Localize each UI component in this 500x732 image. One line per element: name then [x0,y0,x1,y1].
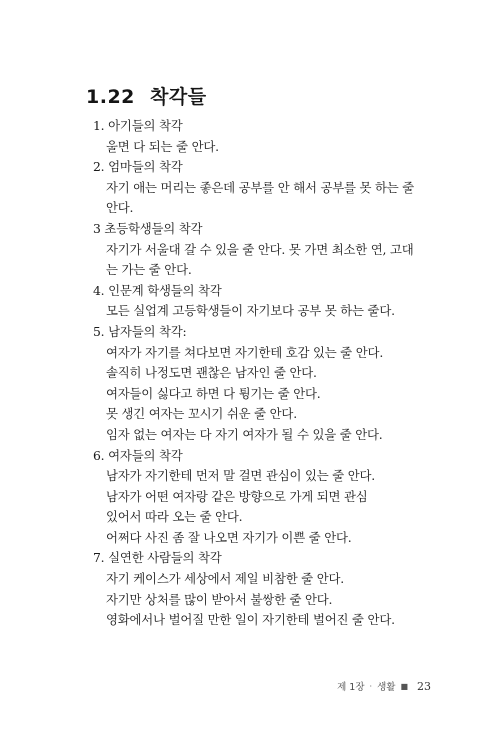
footer-chapter: 제 1장 [337,682,365,693]
list-item-text: 솔직히 나정도면 괜찮은 남자인 줄 안다. [106,365,317,381]
list-item-text: 여자들이 싫다고 하면 다 튕기는 줄 안다. [106,385,321,401]
page-footer [337,679,431,693]
list-item-text: 는 가는 줄 안다. [106,262,192,278]
section-title: 착각들 [150,86,207,108]
list-item-heading: 2. 엄마들의 착각 [93,159,183,175]
list-item-text: 남자가 자기한테 먼저 말 걸면 관심이 있는 줄 안다. [106,468,376,484]
list-item-text: 모든 실업계 고등학생들이 자기보다 공부 못 하는 줄다. [106,303,395,319]
footer-marker-icon: ■ [400,681,408,691]
list-item-heading: 1. 아기들의 착각 [93,118,183,133]
list-item-heading: 4. 인문계 학생들의 착각 [93,282,222,298]
list-item-text: 울면 다 되는 줄 안다. [106,138,219,154]
list-item-text: 자기만 상처를 많이 받아서 불쌍한 줄 안다. [106,591,333,607]
list-content [93,116,433,631]
list-item-heading: 5. 남자들의 착각: [93,323,187,339]
list-item-text: 자기 애는 머리는 좋은데 공부를 안 해서 공부를 못 하는 줄 [106,179,415,195]
list-item-text: 영화에서나 벌어질 만한 일이 자기한테 벌어진 줄 안다. [106,612,395,628]
footer-separator: · [369,681,373,691]
list-item-heading: 6. 여자들의 착각 [93,447,183,463]
section-heading [86,82,207,109]
list-item-text: 남자가 어떤 여자랑 같은 방향으로 가게 되면 관심 [106,488,368,504]
list-item-text: 있어서 따라 오는 줄 안다. [106,509,243,525]
footer-topic: 생활 [377,682,396,693]
list-item-text: 자기 케이스가 세상에서 제일 비참한 줄 안다. [106,571,345,587]
list-item-text: 임자 없는 여자는 다 자기 여자가 될 수 있을 줄 안다. [106,426,383,442]
page-number: 23 [417,679,431,693]
list-item-heading: 3 초등학생들의 착각 [93,220,203,236]
section-number: 1.22 [86,86,135,108]
list-item-text: 자기가 서울대 갈 수 있을 줄 안다. 못 가면 최소한 연, 고대 [106,241,414,257]
list-item-text: 어쩌다 사진 좀 잘 나오면 자기가 이쁜 줄 안다. [106,529,352,545]
list-item-text: 못 생긴 여자는 꼬시기 쉬운 줄 안다. [106,406,297,422]
list-item-text: 여자가 자기를 쳐다보면 자기한테 호감 있는 줄 안다. [106,344,384,360]
list-item-text: 안다. [106,200,134,216]
list-item-heading: 7. 실연한 사람들의 착각 [93,550,222,566]
